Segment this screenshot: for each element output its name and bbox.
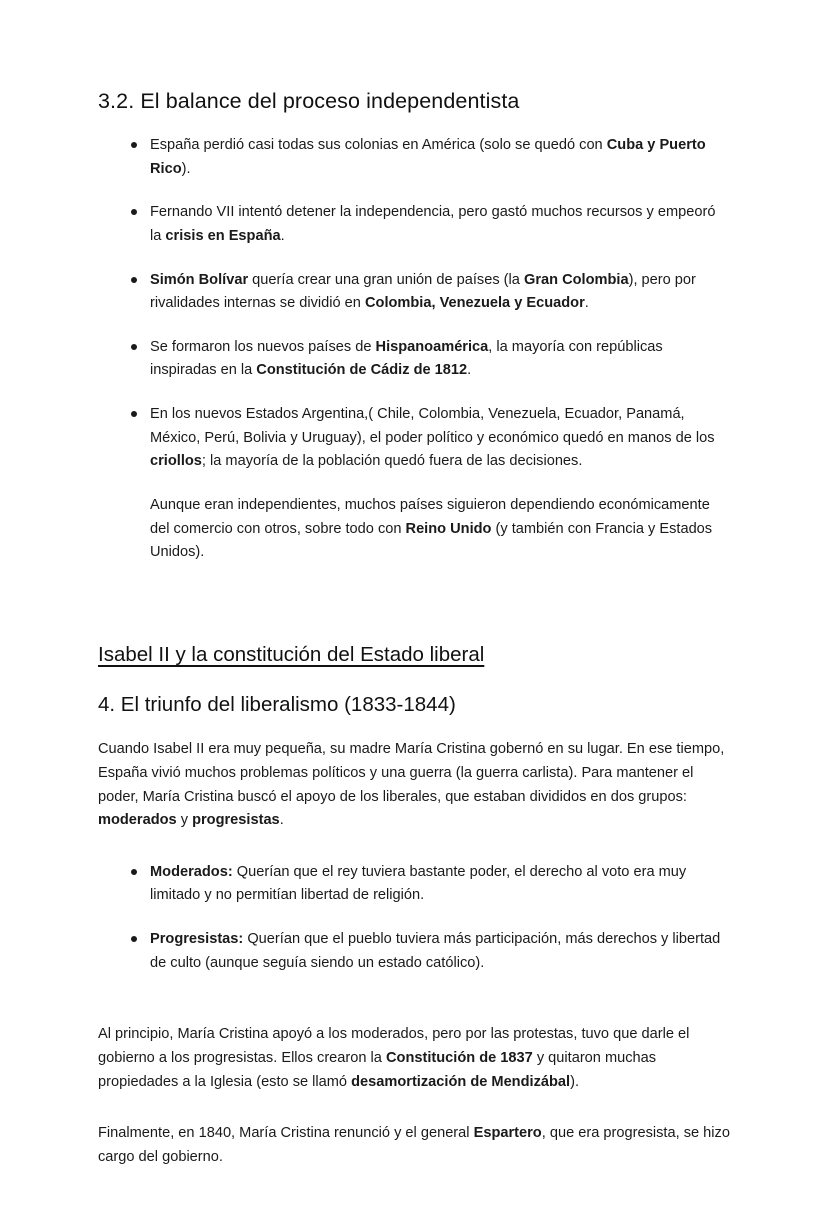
list-item: Simón Bolívar quería crear una gran unión de países (la Gran Colombia), pero por rivalidades internas se dividió en Colombia, Venezuela y Ecuador. <box>98 269 730 316</box>
bullet-list-balance <box>98 134 730 565</box>
section-heading-isabel-wrapper <box>98 641 730 691</box>
paragraph-spacer <box>98 847 730 861</box>
bullet-list-grupos <box>98 861 730 976</box>
closing-paragraph-2: Finalmente, en 1840, María Cristina renunció y el general Espartero, que era progresista, se hizo cargo del gobierno. <box>98 1125 730 1165</box>
closing-paragraph-spacer <box>98 1108 730 1122</box>
list-item: España perdió casi todas sus colonias en América (solo se quedó con Cuba y Puerto Rico). <box>98 134 730 181</box>
subsection-heading-liberalismo: 4. El triunfo del liberalismo (1833-1844) <box>98 692 456 716</box>
list-item: Moderados: Querían que el rey tuviera bastante poder, el derecho al voto era muy limitado y no permitían libertad de religión. <box>98 861 730 908</box>
list-item: Fernando VII intentó detener la independencia, pero gastó muchos recursos y empeoró la crisis en España. <box>98 201 730 248</box>
intro-paragraph: Cuando Isabel II era muy pequeña, su madre María Cristina gobernó en su lugar. En ese tiempo, España vivió muchos problemas políticos y una guerra (la guerra carlista). Para mantener el poder, María Cristina buscó el apoyo de los liberales, que estaban divididos en dos grupos: moderados y progresistas. <box>98 741 725 829</box>
section-divider-spacer <box>98 585 730 641</box>
section-heading-isabel: Isabel II y la constitución del Estado liberal <box>98 642 485 666</box>
page-title: 3.2. El balance del proceso independentista <box>98 89 520 113</box>
list-item-continuation: Aunque eran independientes, muchos países siguieron dependiendo económicamente del comercio con otros, sobre todo con Reino Unido (y también con Francia y Estados Unidos). <box>150 496 713 561</box>
list-item: Progresistas: Querían que el pueblo tuviera más participación, más derechos y libertad de culto (aunque seguía siendo un estado católico). <box>98 928 730 975</box>
closing-spacer <box>98 995 730 1023</box>
closing-paragraph-1: Al principio, María Cristina apoyó a los moderados, pero por las protestas, tuvo que darle el gobierno a los progresistas. Ellos crearon la Constitución de 1837 y quitaron muchas propiedades a la Iglesia (esto se llamó desamortización de Mendizábal). <box>98 1026 690 1090</box>
list-item: Se formaron los nuevos países de Hispanoamérica, la mayoría con repúblicas inspiradas en la Constitución de Cádiz de 1812. <box>98 336 730 383</box>
list-item: En los nuevos Estados Argentina,( Chile, Colombia, Venezuela, Ecuador, Panamá, México, Perú, Bolivia y Uruguay), el poder político y económico quedó en manos de los criollos; la mayoría de la población quedó fuera de las decisiones. <box>98 403 730 474</box>
